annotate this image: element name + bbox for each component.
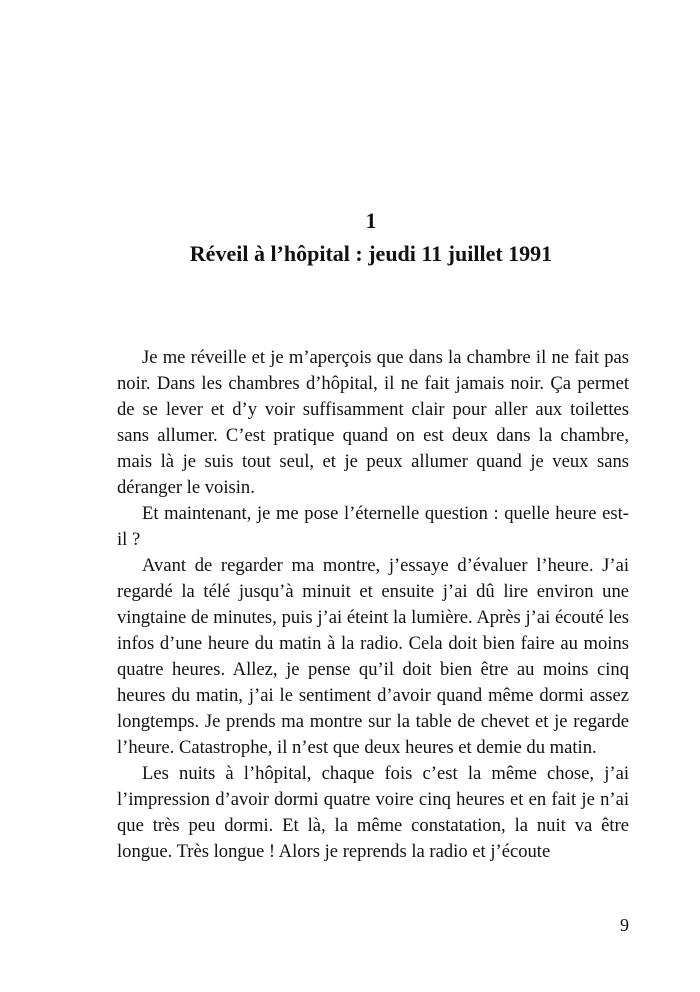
paragraph: Je me réveille et je m’aperçois que dans la chambre il ne fait pas noir. Dans les chambres d’hôpital, il ne fait jamais noir. Ça permet de se lever et d’y voir suffisamment clair pour aller aux toilettes sans allumer. C’est pratique quand on est deux dans la chambre, mais là je suis tout seul, et je peux allumer quand je veux sans déranger le voisin. — [117, 347, 629, 498]
paragraph: Et maintenant, je me pose l’éternelle question : quelle heure est-il ? — [117, 503, 629, 550]
chapter-title: Réveil à l’hôpital : jeudi 11 juillet 1991 — [189, 241, 553, 266]
chapter-number: 1 — [365, 208, 377, 233]
page-number: 9 — [620, 915, 629, 935]
chapter-body — [117, 345, 629, 865]
paragraph: Avant de regarder ma montre, j’essaye d’évaluer l’heure. J’ai regardé la télé jusqu’à minuit et ensuite j’ai dû lire environ une vingtaine de minutes, puis j’ai éteint la lumière. Après j’ai écouté les infos d’une heure du matin à la radio. Cela doit bien faire au moins quatre heures. Allez, je pense qu’il doit bien être au moins cinq heures du matin, j’ai le sentiment d’avoir quand même dormi assez longtemps. Je prends ma montre sur la table de chevet et je regarde l’heure. Catastrophe, il n’est que deux heures et demie du matin. — [117, 555, 629, 758]
paragraph: Les nuits à l’hôpital, chaque fois c’est la même chose, j’ai l’impression d’avoir dormi quatre voire cinq heures et en fait je n’ai que très peu dormi. Et là, la même constatation, la nuit va être longue. Très longue ! Alors je reprends la radio et j’écoute — [117, 763, 629, 862]
